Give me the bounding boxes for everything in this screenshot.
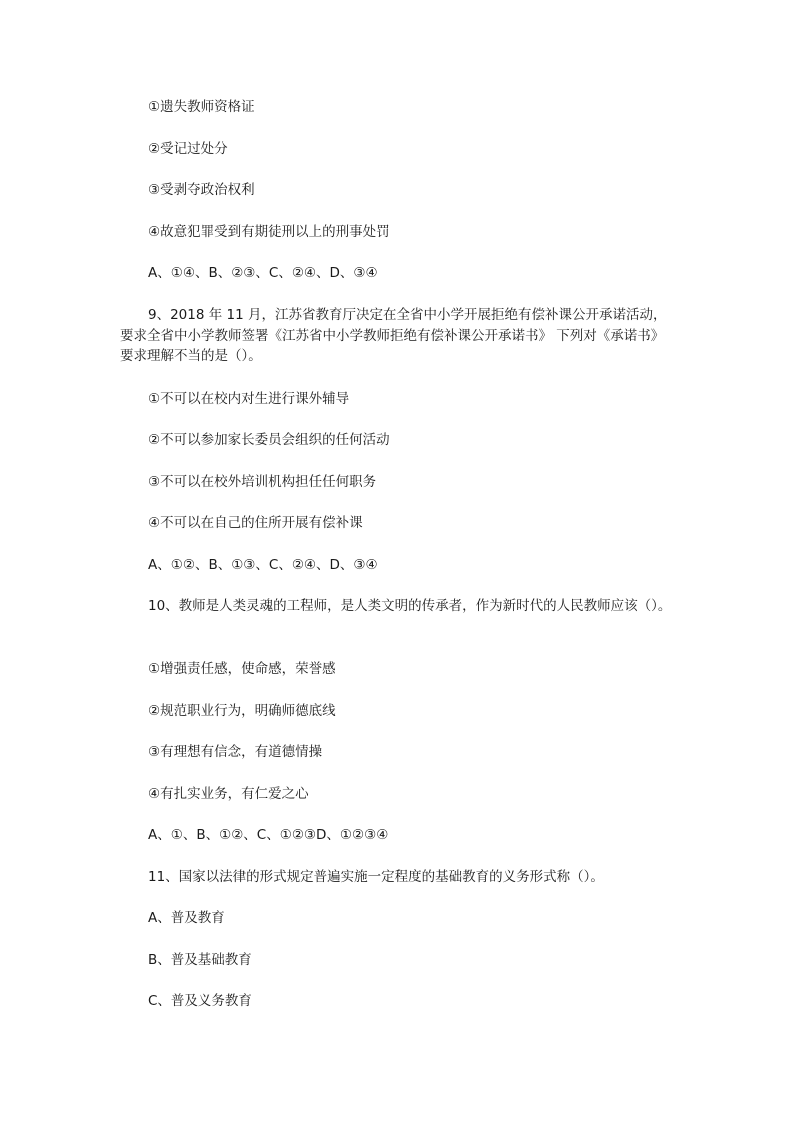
item-1: ①遗失教师资格证 [148,99,255,115]
answer-options: A、①④、B、②③、C、②④、D、③④ [148,265,378,281]
question-11-stem: 11、国家以法律的形式规定普遍实施一定程度的基础教育的义务形式称（）。 [148,869,604,885]
q11-option-a: A、普及教育 [148,910,225,926]
question-9-line-3: 要求理解不当的是（）。 [120,348,262,364]
q10-item-1: ①增强责任感，使命感，荣誉感 [148,661,336,677]
q9-answer-options: A、①②、B、①③、C、②④、D、③④ [148,557,378,573]
q10-answer-options: A、①、B、①②、C、①②③D、①②③④ [148,827,389,843]
q11-option-b: B、普及基础教育 [148,952,252,968]
question-9-line-2: 要求全省中小学教师签署《江苏省中小学教师拒绝有偿补课公开承诺书》 下列对《承诺书》 [120,328,665,344]
q9-item-3: ③不可以在校外培训机构担任任何职务 [148,474,377,490]
q9-item-4: ④不可以在自己的住所开展有偿补课 [148,515,363,531]
item-2: ②受记过处分 [148,141,228,157]
q9-item-2: ②不可以参加家长委员会组织的任何活动 [148,432,390,448]
q10-item-2: ②规范职业行为，明确师德底线 [148,703,336,719]
q10-item-3: ③有理想有信念，有道德情操 [148,744,323,760]
item-3: ③受剥夺政治权利 [148,182,255,198]
question-9-line-1: 9、2018 年 11 月，江苏省教育厅决定在全省中小学开展拒绝有偿补课公开承诺活动， [148,307,667,323]
question-10-stem: 10、教师是人类灵魂的工程师，是人类文明的传承者，作为新时代的人民教师应该（）。 [148,598,672,614]
q9-item-1: ①不可以在校内对生进行课外辅导 [148,391,350,407]
q10-item-4: ④有扎实业务，有仁爱之心 [148,786,309,802]
q11-option-c: C、普及义务教育 [148,993,252,1009]
item-4: ④故意犯罪受到有期徒刑以上的刑事处罚 [148,224,390,240]
